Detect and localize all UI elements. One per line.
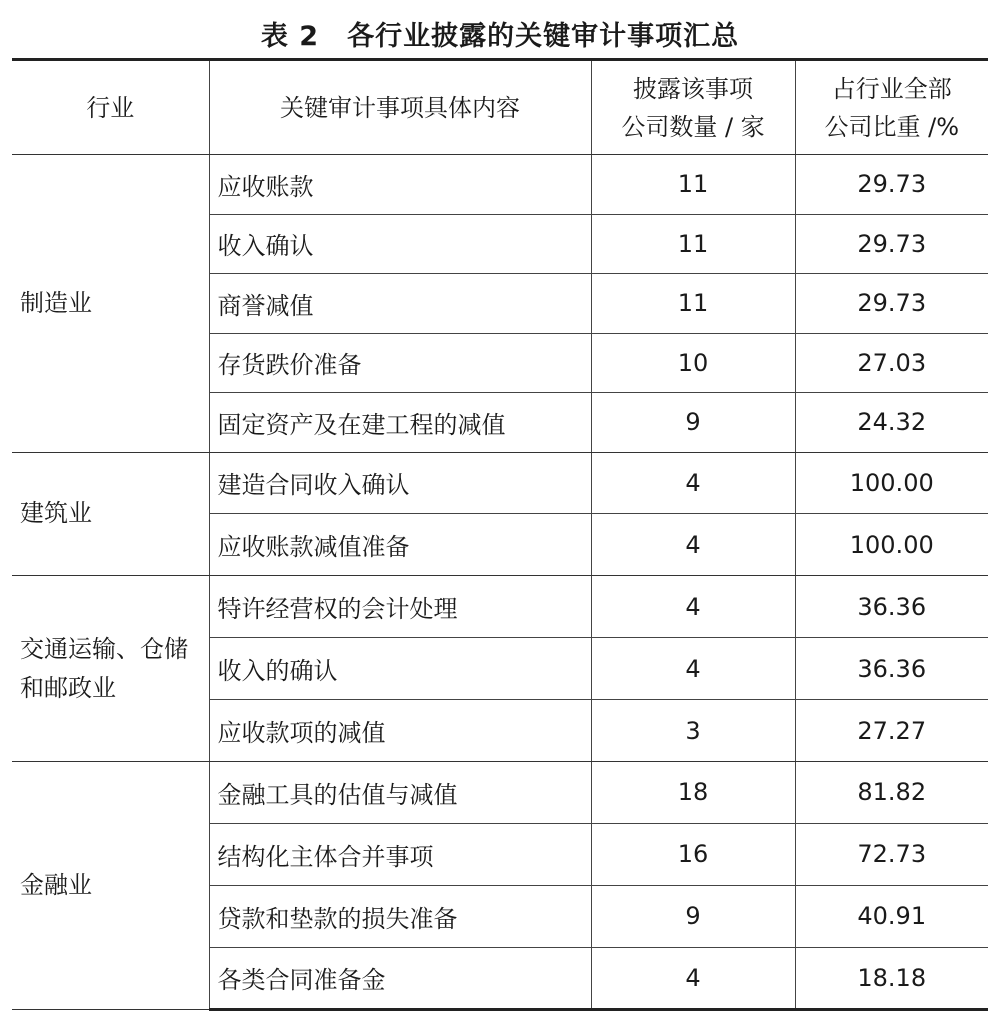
count-cell: 11 xyxy=(591,214,795,274)
item-cell: 固定资产及在建工程的减值 xyxy=(209,393,591,453)
item-cell: 收入确认 xyxy=(209,214,591,274)
industry-label: 金融业 xyxy=(20,870,92,899)
count-cell: 4 xyxy=(591,452,795,514)
item-cell: 建造合同收入确认 xyxy=(209,452,591,514)
header-industry: 行业 xyxy=(12,60,209,155)
ratio-cell: 100.00 xyxy=(795,514,988,576)
industry-label: 交通运输、仓储和邮政业 xyxy=(20,634,188,702)
item-cell: 特许经营权的会计处理 xyxy=(209,576,591,638)
ratio-cell: 36.36 xyxy=(795,638,988,700)
industry-label: 制造业 xyxy=(20,288,92,317)
table-body xyxy=(12,155,988,1010)
industry-cell xyxy=(12,155,209,453)
ratio-cell: 18.18 xyxy=(795,947,988,1009)
table-row xyxy=(12,761,988,823)
header-ratio-line1: 占行业全部 xyxy=(831,74,952,103)
table-row xyxy=(12,452,988,514)
industry-cell xyxy=(12,452,209,576)
item-cell: 贷款和垫款的损失准备 xyxy=(209,885,591,947)
item-cell: 应收账款 xyxy=(209,155,591,215)
item-cell: 商誉减值 xyxy=(209,274,591,334)
item-cell: 收入的确认 xyxy=(209,638,591,700)
header-count-line2: 公司数量 / 家 xyxy=(621,112,765,141)
count-cell: 11 xyxy=(591,155,795,215)
industry-label: 建筑业 xyxy=(20,499,92,528)
item-cell: 存货跌价准备 xyxy=(209,333,591,393)
industry-cell xyxy=(12,761,209,1009)
item-cell: 金融工具的估值与减值 xyxy=(209,761,591,823)
header-row xyxy=(12,60,988,155)
ratio-cell: 29.73 xyxy=(795,155,988,215)
item-cell: 应收款项的减值 xyxy=(209,700,591,762)
header-ratio-line2: 公司比重 /% xyxy=(824,112,960,141)
ratio-cell: 100.00 xyxy=(795,452,988,514)
ratio-cell: 27.03 xyxy=(795,333,988,393)
item-cell: 应收账款减值准备 xyxy=(209,514,591,576)
count-cell: 11 xyxy=(591,274,795,334)
industry-cell xyxy=(12,576,209,762)
count-cell: 4 xyxy=(591,947,795,1009)
ratio-cell: 81.82 xyxy=(795,761,988,823)
item-cell: 结构化主体合并事项 xyxy=(209,823,591,885)
table-caption: 表 2 各行业披露的关键审计事项汇总 xyxy=(260,21,740,52)
count-cell: 18 xyxy=(591,761,795,823)
audit-matters-table xyxy=(12,58,988,1011)
ratio-cell: 29.73 xyxy=(795,274,988,334)
item-cell: 各类合同准备金 xyxy=(209,947,591,1009)
ratio-cell: 29.73 xyxy=(795,214,988,274)
count-cell: 4 xyxy=(591,576,795,638)
count-cell: 4 xyxy=(591,638,795,700)
count-cell: 4 xyxy=(591,514,795,576)
count-cell: 9 xyxy=(591,885,795,947)
header-item: 关键审计事项具体内容 xyxy=(209,60,591,155)
count-cell: 16 xyxy=(591,823,795,885)
count-cell: 10 xyxy=(591,333,795,393)
count-cell: 3 xyxy=(591,700,795,762)
table-row xyxy=(12,576,988,638)
ratio-cell: 36.36 xyxy=(795,576,988,638)
ratio-cell: 27.27 xyxy=(795,700,988,762)
ratio-cell: 24.32 xyxy=(795,393,988,453)
ratio-cell: 72.73 xyxy=(795,823,988,885)
header-count-line1: 披露该事项 xyxy=(633,74,753,103)
count-cell: 9 xyxy=(591,393,795,453)
header-ratio xyxy=(795,60,988,155)
table-row xyxy=(12,155,988,215)
ratio-cell: 40.91 xyxy=(795,885,988,947)
header-count xyxy=(591,60,795,155)
